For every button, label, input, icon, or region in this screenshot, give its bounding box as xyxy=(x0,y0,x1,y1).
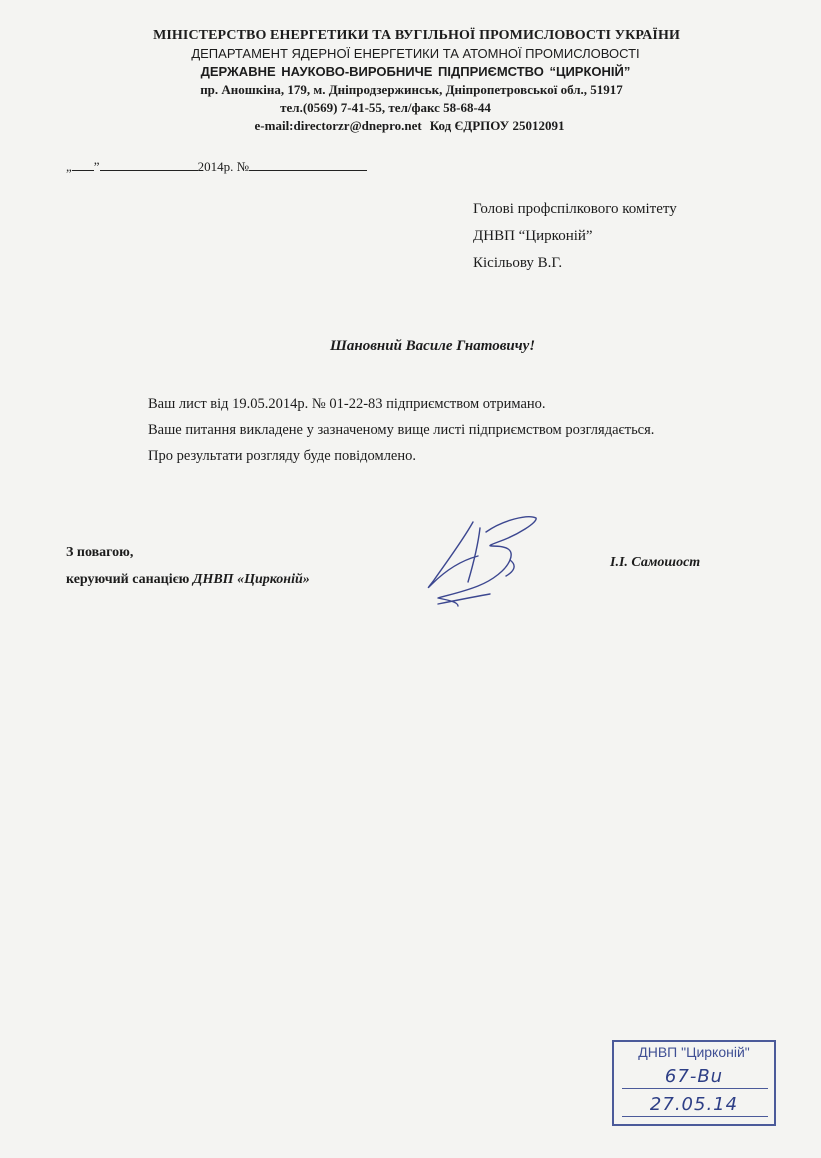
ministry-line: МІНІСТЕРСТВО ЕНЕРГЕТИКИ ТА ВУГІЛЬНОЇ ПРОМИСЛОВОСТІ УКРАЇНИ xyxy=(153,28,680,43)
closing-block xyxy=(66,539,310,593)
addressee-line: Кісільову В.Г. xyxy=(473,255,563,271)
department-line: ДЕПАРТАМЕНТ ЯДЕРНОЇ ЕНЕРГЕТИКИ ТА АТОМНОЇ ПРОМИСЛОВОСТІ xyxy=(191,46,640,61)
phone-line: тел.(0569) 7-41-55, тел/факс 58-68-44 xyxy=(280,100,491,115)
month-blank xyxy=(100,158,198,171)
handwritten-signature xyxy=(418,510,558,615)
regards-text: З повагою, xyxy=(66,545,134,560)
body-line: Про результати розгляду буде повідомлено. xyxy=(148,448,417,464)
number-blank xyxy=(249,158,367,171)
letter-body xyxy=(148,391,654,469)
stamp-rule xyxy=(622,1088,768,1089)
contact-line xyxy=(0,117,821,135)
body-line: Ваш лист від 19.05.2014р. № 01-22-83 підприємством отримано. xyxy=(148,396,546,412)
day-blank xyxy=(72,158,94,171)
registration-line xyxy=(66,158,367,175)
addressee-line: Голові профспілкового комітету xyxy=(473,201,677,217)
enterprise-name: ДЕРЖАВНЕ НАУКОВО-ВИРОБНИЧЕ ПІДПРИЄМСТВО “ЦИРКОНІЙ” xyxy=(200,64,631,79)
registration-stamp xyxy=(612,1040,776,1126)
org-name: ДНВП «Цирконій» xyxy=(192,572,310,587)
email-text: e-mail:directorzr@dnepro.net xyxy=(254,118,422,133)
edrpou-code: Код ЄДРПОУ 25012091 xyxy=(429,118,565,133)
stamp-number: 67-Вu xyxy=(664,1066,724,1087)
signer-name: І.І. Самошост xyxy=(610,555,701,570)
stamp-rule xyxy=(622,1116,768,1117)
salutation: Шановний Василе Гнатовичу! xyxy=(330,338,536,354)
addressee-line: ДНВП “Цирконій” xyxy=(473,228,593,244)
address-line: пр. Аношкіна, 179, м. Дніпродзержинськ, Дніпропетровської обл., 51917 xyxy=(200,82,623,97)
year-label: 2014р. № xyxy=(197,159,249,174)
addressee-block xyxy=(473,196,677,277)
position-text: керуючий санацією xyxy=(66,572,190,587)
position-line xyxy=(66,566,310,593)
body-line: Ваше питання викладене у зазначеному вище листі підприємством розглядається. xyxy=(148,422,655,438)
stamp-date: 27.05.14 xyxy=(649,1094,739,1115)
stamp-title: ДНВП "Цирконій" xyxy=(638,1044,750,1060)
letterhead xyxy=(0,27,821,135)
quote-open: „ xyxy=(66,159,72,174)
quote-close: ” xyxy=(93,159,100,174)
